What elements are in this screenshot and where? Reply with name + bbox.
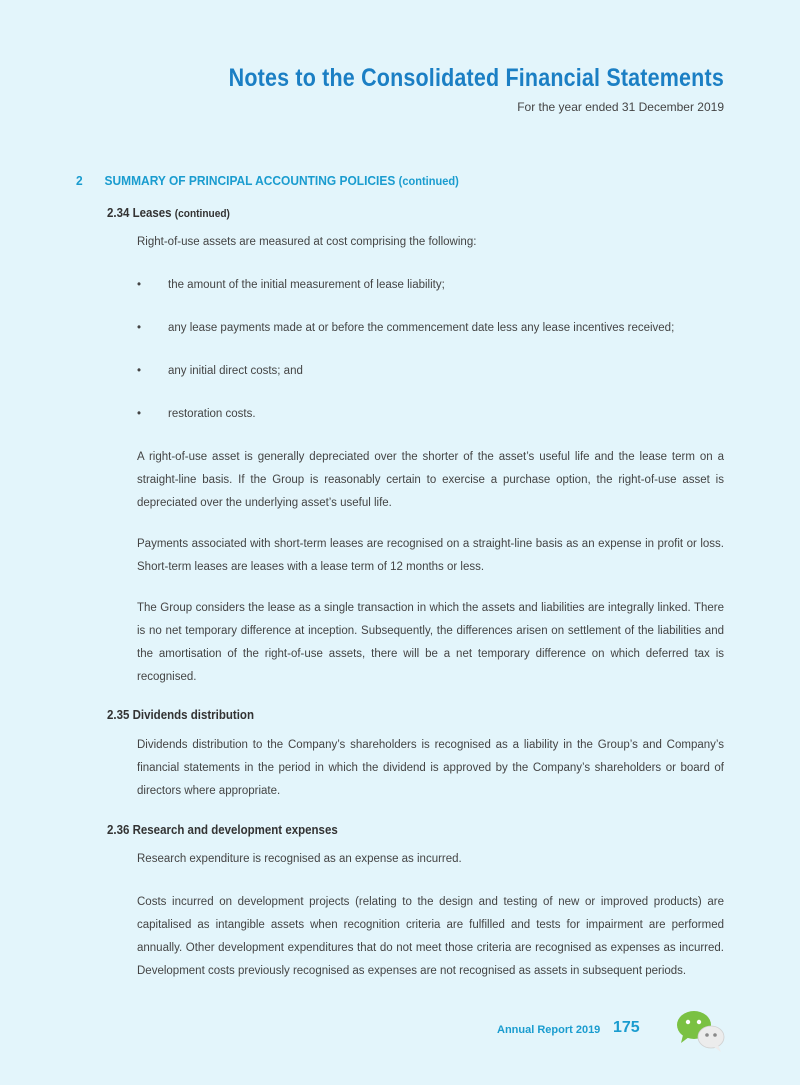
paragraph-dividends: Dividends distribution to the Company’s shareholders is recognised as a liability in the Group’s and Company’s financial statements in the period in which the dividend is approved by the Company’s shareholders or board of directors where appropriate.: [137, 739, 724, 797]
list-item-text: the amount of the initial measurement of lease liability;: [168, 279, 445, 291]
page-title: Notes to the Consolidated Financial Statements: [228, 64, 724, 92]
section-number: 2: [76, 173, 83, 188]
subsection-title: 2.36 Research and development expenses: [107, 823, 338, 837]
list-item-text: restoration costs.: [168, 408, 256, 420]
paragraph-development: Costs incurred on development projects (relating to the design and testing of new or improved products) are capitalised as intangible assets when recognition criteria are fulfilled and tests for impairment are performed annually. Other development expenditures that do not meet those criteria are recognised as expenses as incurred. Development costs previously recognised as expenses are not recognised as assets in subsequent periods.: [137, 896, 724, 977]
paragraph-intro: Right-of-use assets are measured at cost comprising the following:: [137, 236, 477, 248]
bullet-icon: •: [137, 322, 142, 334]
section-heading: [76, 173, 459, 188]
paragraph-depreciation: A right-of-use asset is generally depreciated over the shorter of the asset’s useful life and the lease term on a straight-line basis. If the Group is reasonably certain to exercise a purchase option, the right-of-use asset is depreciated over the underlying asset’s useful life.: [137, 451, 724, 509]
subsection-heading-2-36: [107, 823, 338, 837]
section-continued: (continued): [398, 174, 459, 188]
subsection-title: 2.34 Leases: [107, 206, 172, 220]
bullet-icon: •: [137, 279, 142, 291]
bullet-icon: •: [137, 408, 142, 420]
paragraph-research: Research expenditure is recognised as an expense as incurred.: [137, 853, 462, 865]
bullet-icon: •: [137, 365, 142, 377]
page-number: 175: [613, 1019, 640, 1036]
footer-label: Annual Report 2019: [497, 1024, 601, 1036]
paragraph-short-term-leases: Payments associated with short-term leases are recognised on a straight-line basis as an expense in profit or loss. Short-term leases are leases with a lease term of 12 months or less.: [137, 538, 724, 573]
subsection-heading-2-35: [107, 708, 254, 722]
subsection-continued: (continued): [174, 208, 230, 220]
subsection-heading-2-34: [107, 206, 230, 220]
page-subtitle: For the year ended 31 December 2019: [517, 100, 724, 114]
list-item-text: any lease payments made at or before the commencement date less any lease incentives received;: [168, 322, 675, 334]
paragraph-deferred-tax: The Group considers the lease as a single transaction in which the assets and liabilities are integrally linked. There is no net temporary difference at inception. Subsequently, the differences arisen on settlement of the liabilities and the amortisation of the right-of-use assets, there will be a net temporary difference on which deferred tax is recognised.: [137, 602, 724, 683]
subsection-title: 2.35 Dividends distribution: [107, 708, 254, 722]
list-item-text: any initial direct costs; and: [168, 365, 303, 377]
wechat-logo-icon: [674, 1008, 728, 1054]
section-title: SUMMARY OF PRINCIPAL ACCOUNTING POLICIES: [104, 173, 396, 188]
